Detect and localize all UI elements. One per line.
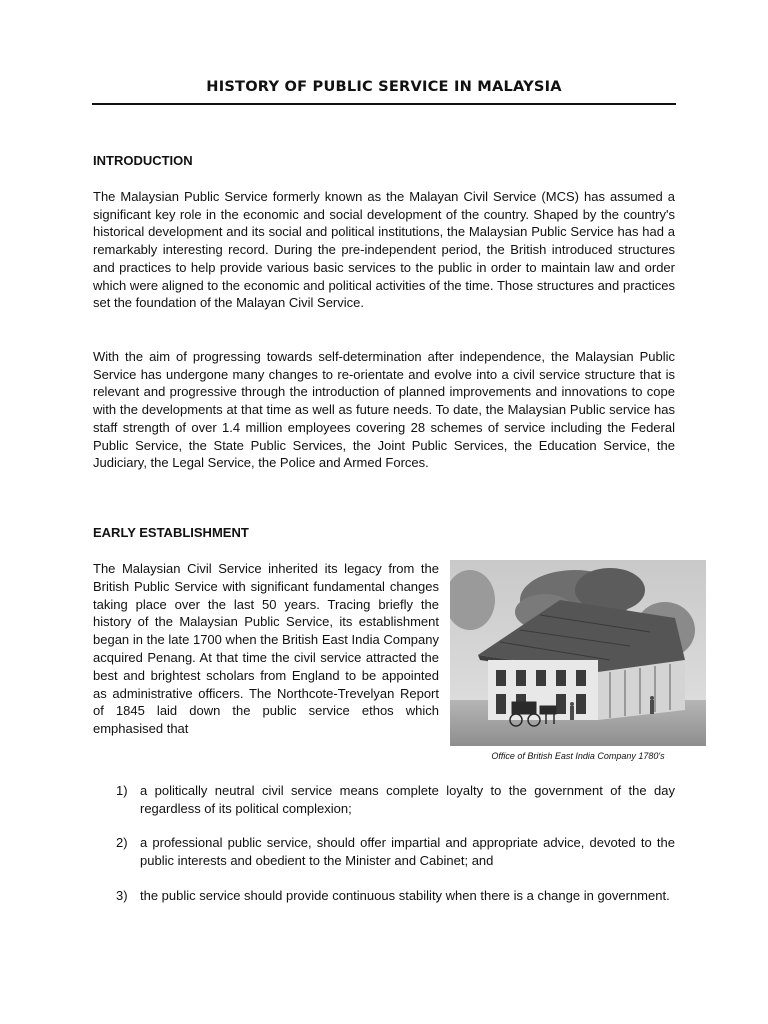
photo-caption: Office of British East India Company 1780's	[491, 751, 665, 761]
list-item-text: the public service should provide continuous stability when there is a change in government.	[140, 888, 670, 903]
list-item	[116, 887, 675, 905]
list-item	[116, 782, 675, 817]
list-item-text: a politically neutral civil service means complete loyalty to the government of the day regardless of its political complexion;	[140, 783, 675, 816]
early-establishment-paragraph: The Malaysian Civil Service inherited its legacy from the British Public Service with significant fundamental changes taking place over the last 50 years. Tracing briefly the history of the Malaysian Public Service, its establishment began in the late 1700 when the British East India Company acquired Penang. At that time the civil service attracted the best and brightest scholars from England to be appointed as administrative officers. The Northcote-Trevelyan Report of 1845 laid down the public service ethos which emphasised that	[93, 561, 439, 737]
list-item-text: a professional public service, should offer impartial and appropriate advice, devoted to the public interests and obedient to the Minister and Cabinet; and	[140, 835, 675, 868]
early-establishment-heading: EARLY ESTABLISHMENT	[93, 525, 249, 540]
list-item-number: 3)	[116, 888, 128, 903]
east-india-company-office-photo	[450, 560, 706, 746]
introduction-paragraph-1: The Malaysian Public Service formerly known as the Malayan Civil Service (MCS) has assumed a significant key role in the economic and social development of the country. Shaped by the country's historical development and its social and political institutions, the Malaysian Public Service has had a remarkably interesting record. During the pre-independent period, the British introduced structures and practices to help provide various basic services to the public in order to maintain law and order which were aligned to the economic and political activities of the time. Those structures and practices set the foundation of the Malayan Civil Service.	[93, 189, 675, 311]
introduction-heading: INTRODUCTION	[93, 153, 193, 168]
list-item-number: 1)	[116, 783, 128, 798]
list-item-number: 2)	[116, 835, 128, 850]
title-underline	[92, 103, 676, 105]
introduction-paragraph-2: With the aim of progressing towards self-determination after independence, the Malaysian Public Service has undergone many changes to re-orientate and evolve into a civil service structure that is relevant and progressive through the introduction of planned improvements and innovations to cope with the developments at that time as well as future needs. To date, the Malaysian Public service has staff strength of over 1.4 million employees covering 28 schemes of service including the Federal Public Service, the State Public Services, the Joint Public Services, the Education Service, the Judiciary, the Legal Service, the Police and Armed Forces.	[93, 349, 675, 471]
list-item	[116, 834, 675, 869]
document-title: HISTORY OF PUBLIC SERVICE IN MALAYSIA	[206, 78, 562, 95]
